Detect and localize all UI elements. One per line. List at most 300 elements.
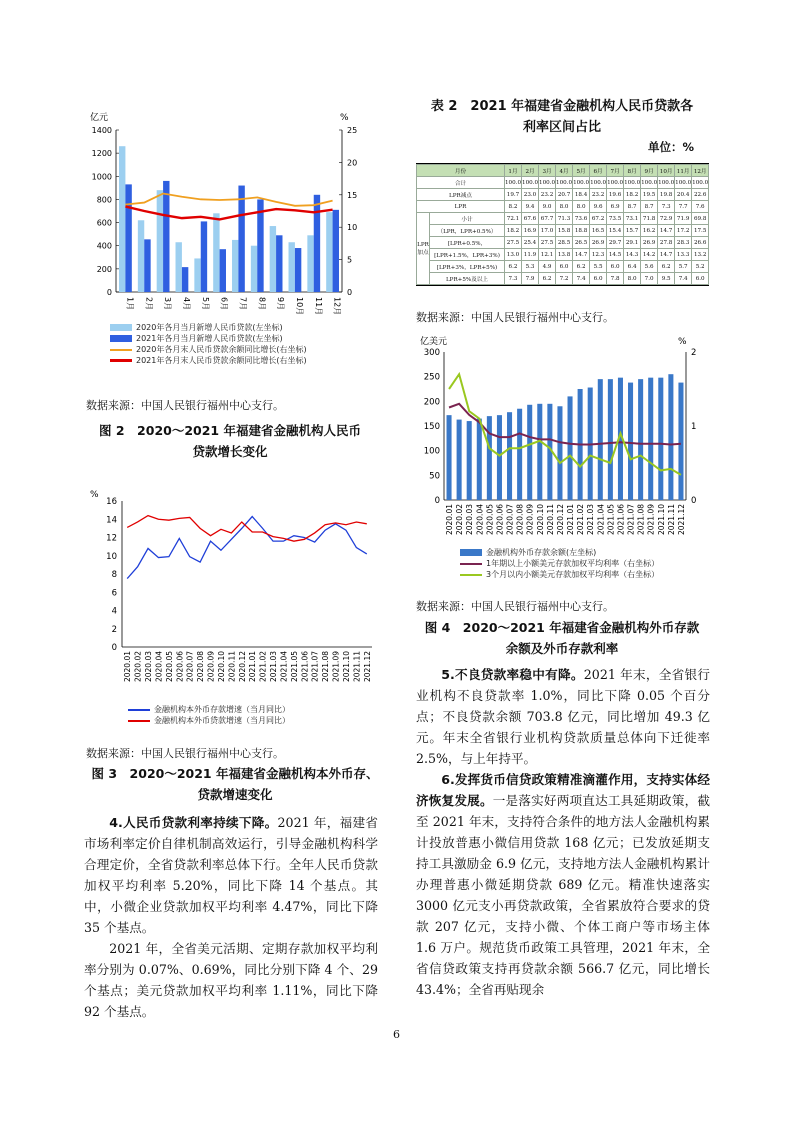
bar-fx-deposit xyxy=(537,404,542,500)
table-cell: 6.9 xyxy=(607,201,624,213)
table-header-row xyxy=(417,165,709,177)
legend-item: 2020年各月末人民币贷款余额同比增长(右坐标) xyxy=(110,344,307,355)
right-tick-label: 2 xyxy=(691,348,697,358)
left-tick-label: 800 xyxy=(96,195,112,205)
bar-2021 xyxy=(276,235,282,292)
table-row xyxy=(417,189,709,201)
x-tick-label: 2020.06 xyxy=(495,504,505,536)
table-cell: 11.9 xyxy=(522,249,539,261)
table-cell: 6.2 xyxy=(505,261,522,273)
x-tick-label: 2021.10 xyxy=(656,504,666,536)
left-tick-label: 200 xyxy=(96,264,112,274)
row-label: LPR xyxy=(417,201,505,213)
header-cell: 4月 xyxy=(556,165,573,177)
header-cell: 10月 xyxy=(658,165,675,177)
bar-fx-deposit xyxy=(477,419,482,500)
table-cell: 6.2 xyxy=(573,261,590,273)
table-cell: 26.9 xyxy=(641,237,658,249)
table-cell: 14.3 xyxy=(624,249,641,261)
table-cell: 7.0 xyxy=(641,273,658,285)
table-cell: 7.2 xyxy=(556,273,573,285)
bar-fx-deposit xyxy=(678,383,683,500)
line-2021-growth xyxy=(125,206,332,219)
table-cell: 4.9 xyxy=(539,261,556,273)
left-tick-label: 14 xyxy=(106,515,117,526)
table-cell: 71.8 xyxy=(641,213,658,225)
bar-fx-deposit xyxy=(638,379,643,500)
header-cell: 6月 xyxy=(590,165,607,177)
table-cell: 8.0 xyxy=(573,201,590,213)
table-cell: 9.6 xyxy=(590,201,607,213)
left-unit-label: 亿元 xyxy=(90,113,109,123)
bar-fx-deposit xyxy=(648,378,653,500)
table-cell: 13.2 xyxy=(692,249,709,261)
table-cell: 6.2 xyxy=(539,273,556,285)
table-row xyxy=(417,201,709,213)
section-4-paragraph-2: 2021 年，全省美元活期、定期存款加权平均利率分别为 0.07%、0.69%，同比分别下降 4 个、29 个基点；美元贷款加权平均利率 1.11%，同比下降 92 个基点。 xyxy=(84,941,378,1019)
bar-2020 xyxy=(157,190,163,292)
x-tick-label: 2021.06 xyxy=(616,504,626,536)
x-tick-label: 2021.10 xyxy=(341,651,351,683)
table-cell: 26.5 xyxy=(573,237,590,249)
table-cell: 29.1 xyxy=(624,237,641,249)
section-6-paragraph: 6.发挥货币信贷政策精准滴灌作用，支持实体经济恢复发展。一是落实好两项直达工具延期政策，截至 2021 年末，支持符合条件的地方法人金融机构累计投放普惠小微信用贷款 168 亿元；已发放延期支持工具激励金 6.9 亿元，支持地方法人金融机构累计办理普惠小微延期贷款 689 亿元。精准快速落实 3000 亿元支小再贷款政策，全省累放符合要求的贷款 207 亿元，支持小微、个体工商户等市场主体 1.6 万户。规范货币政策工具管理，2021 年末，全省信贷政策支持再贷款余额 566.7 亿元，同比增长 43.4%；全省再贴现余 xyxy=(416,772,711,997)
table-cell: 7.6 xyxy=(692,201,709,213)
x-tick-label: 2020.04 xyxy=(154,651,164,683)
bar-2020 xyxy=(289,242,295,292)
row-label: LPR减点 xyxy=(417,189,505,201)
bar-fx-deposit xyxy=(497,415,502,500)
bar-2021 xyxy=(182,267,188,292)
table-cell: 18.2 xyxy=(624,189,641,201)
legend-item: 1年期以上小额美元存款加权平均利率（右坐标） xyxy=(460,558,659,569)
chart-2 xyxy=(80,485,380,735)
x-tick-label: 2020.02 xyxy=(455,504,465,536)
x-tick-label: 2020.11 xyxy=(545,504,555,536)
row-label: [LPR+0.5%， xyxy=(430,237,505,249)
bar-fx-deposit xyxy=(517,409,522,500)
table-cell: 100.0 xyxy=(556,177,573,189)
header-cell: 2月 xyxy=(522,165,539,177)
table-row xyxy=(417,177,709,189)
table-cell: 7.7 xyxy=(675,201,692,213)
x-tick-label: 2021.02 xyxy=(576,504,586,536)
left-unit-label: 亿美元 xyxy=(420,337,448,347)
table-row xyxy=(417,213,709,225)
table-cell: 19.6 xyxy=(607,189,624,201)
x-tick-label: 2020.05 xyxy=(164,651,174,683)
table-cell: 5.3 xyxy=(522,261,539,273)
x-tick-label: 10月 xyxy=(294,297,304,316)
header-cell: 12月 xyxy=(692,165,709,177)
x-tick-label: 2021.01 xyxy=(248,651,258,683)
table-cell: 5.6 xyxy=(641,261,658,273)
x-tick-label: 2020.03 xyxy=(144,651,154,683)
bar-fx-deposit xyxy=(527,405,532,500)
bar-fx-deposit xyxy=(658,378,663,500)
x-tick-label: 2020.05 xyxy=(485,504,495,536)
table-cell: 100.0 xyxy=(658,177,675,189)
legend-item: 3个月以内小额美元存款加权平均利率（右坐标） xyxy=(460,569,659,580)
right-tick-label: 5 xyxy=(347,255,353,265)
table-cell: 100.0 xyxy=(539,177,556,189)
table-cell: 8.2 xyxy=(505,201,522,213)
right-tick-label: 0 xyxy=(347,288,353,297)
header-cell: 1月 xyxy=(505,165,522,177)
bar-2020 xyxy=(307,235,313,292)
chart-4-legend xyxy=(460,547,659,580)
line-1y-rate xyxy=(449,404,681,445)
table-cell: 16.5 xyxy=(590,225,607,237)
header-cell: 11月 xyxy=(675,165,692,177)
table-cell: 100.0 xyxy=(624,177,641,189)
left-tick-label: 8 xyxy=(111,570,117,580)
legend-item: 2021年各月当月新增人民币贷款(左坐标) xyxy=(110,333,307,344)
bar-fx-deposit xyxy=(628,383,633,500)
left-tick-label: 6 xyxy=(111,588,117,599)
header-cell: 9月 xyxy=(641,165,658,177)
table-cell: 27.8 xyxy=(658,237,675,249)
table-cell: 27.5 xyxy=(505,237,522,249)
x-tick-label: 2021.06 xyxy=(300,651,310,683)
x-tick-label: 2021.07 xyxy=(310,651,320,683)
bar-fx-deposit xyxy=(568,396,573,500)
table-cell: 8.7 xyxy=(624,201,641,213)
table-cell: 15.7 xyxy=(624,225,641,237)
legend-item: 金融机构本外币存款增速（当月同比） xyxy=(128,704,290,715)
x-tick-label: 2021.05 xyxy=(289,651,299,683)
header-cell: 5月 xyxy=(573,165,590,177)
x-tick-label: 2020.03 xyxy=(465,504,475,536)
bar-2021 xyxy=(125,184,131,292)
bar-2021 xyxy=(295,248,301,292)
bar-fx-deposit xyxy=(457,420,462,500)
x-tick-label: 2020.01 xyxy=(445,504,455,536)
legend-item: 金融机构本外币贷款增速（当月同比） xyxy=(128,715,290,726)
table-cell: 28.5 xyxy=(556,237,573,249)
bar-fx-deposit xyxy=(598,379,603,500)
table-row xyxy=(417,225,709,237)
table-cell: 15.4 xyxy=(607,225,624,237)
chart-4-source: 数据来源：中国人民银行福州中心支行。 xyxy=(416,600,614,613)
chart-4 xyxy=(410,330,710,590)
right-tick-label: 20 xyxy=(347,158,358,168)
chart-2-source: 数据来源：中国人民银行福州中心支行。 xyxy=(86,747,284,760)
table-cell: 27.5 xyxy=(539,237,556,249)
x-tick-label: 4月 xyxy=(181,297,191,311)
x-tick-label: 2020.08 xyxy=(515,504,525,536)
x-tick-label: 2021.01 xyxy=(566,504,576,536)
table-cell: 71.9 xyxy=(675,213,692,225)
section-5-paragraph: 5.不良贷款率稳中有降。2021 年末，全省银行业机构不良贷款率 1.0%，同比下降 0.05 个百分点；不良贷款余额 703.8 亿元，同比增加 49.3 亿元。年末全省银行业机构贷款质量总体向下迁徙率 2.5%，与上年持平。 xyxy=(416,667,710,766)
table-cell: 8.0 xyxy=(556,201,573,213)
page-number: 6 xyxy=(393,1028,400,1041)
x-tick-label: 2021.12 xyxy=(362,651,372,683)
table-cell: 100.0 xyxy=(505,177,522,189)
x-tick-label: 3月 xyxy=(163,297,173,311)
x-tick-label: 2020.11 xyxy=(227,651,237,683)
x-tick-label: 2021.07 xyxy=(626,504,636,536)
table-cell: 13.0 xyxy=(505,249,522,261)
table-cell: 7.4 xyxy=(573,273,590,285)
x-tick-label: 2021.04 xyxy=(596,504,606,536)
table-row xyxy=(417,237,709,249)
table-cell: 72.9 xyxy=(658,213,675,225)
x-tick-label: 2月 xyxy=(144,297,154,311)
bar-2021 xyxy=(144,239,150,292)
x-tick-label: 2021.02 xyxy=(258,651,268,683)
left-tick-label: 0 xyxy=(434,496,440,506)
right-unit-label: % xyxy=(678,337,687,347)
x-tick-label: 2021.04 xyxy=(279,651,289,683)
table-cell: 18.8 xyxy=(573,225,590,237)
chart-2-svg xyxy=(80,485,380,705)
x-tick-label: 7月 xyxy=(238,297,248,311)
x-tick-label: 6月 xyxy=(219,297,229,311)
bar-fx-deposit xyxy=(507,412,512,500)
figure-2-caption: 图 2 2020～2021 年福建省金融机构人民币 贷款增长变化 xyxy=(99,423,361,459)
line-loan-growth xyxy=(127,516,367,542)
table-cell: 22.6 xyxy=(692,189,709,201)
left-tick-label: 50 xyxy=(429,471,440,482)
bar-fx-deposit xyxy=(447,415,452,500)
left-tick-label: 1000 xyxy=(91,172,112,182)
header-cell: 3月 xyxy=(539,165,556,177)
chart-2-legend xyxy=(128,704,290,726)
table-cell: 100.0 xyxy=(522,177,539,189)
table-cell: 6.0 xyxy=(590,273,607,285)
bar-fx-deposit xyxy=(668,374,673,500)
legend-item: 2020年各月当月新增人民币贷款(左坐标) xyxy=(110,322,307,333)
figure-3-caption: 图 3 2020～2021 年福建省金融机构本外币存、 贷款增速变化 xyxy=(91,766,379,802)
x-tick-label: 2021.03 xyxy=(269,651,279,683)
table-cell: 16.9 xyxy=(522,225,539,237)
bar-2020 xyxy=(251,246,257,292)
left-tick-label: 2 xyxy=(111,624,117,635)
x-tick-label: 2021.05 xyxy=(606,504,616,536)
table-cell: 17.2 xyxy=(675,225,692,237)
table-cell: 67.6 xyxy=(522,213,539,225)
table-cell: 16.2 xyxy=(641,225,658,237)
table-cell: 25.4 xyxy=(522,237,539,249)
bar-2020 xyxy=(326,212,332,292)
legend-item: 2021年各月末人民币贷款余额同比增长(右坐标) xyxy=(110,355,307,366)
table-cell: 9.4 xyxy=(522,201,539,213)
left-tick-label: 100 xyxy=(423,446,440,457)
table-cell: 12.3 xyxy=(590,249,607,261)
figure-4-caption: 图 4 2020～2021 年福建省金融机构外币存款 余额及外币存款利率 xyxy=(424,620,700,656)
bar-fx-deposit xyxy=(487,416,492,500)
table-cell: 71.3 xyxy=(556,213,573,225)
table-2-unit: 单位：% xyxy=(648,140,695,154)
table-row xyxy=(417,273,709,285)
table-cell: 100.0 xyxy=(641,177,658,189)
table-cell: 14.5 xyxy=(607,249,624,261)
row-label: [LPR+3%，LPR+5%) xyxy=(430,261,505,273)
table-cell: 12.1 xyxy=(539,249,556,261)
x-tick-label: 2021.08 xyxy=(321,651,331,683)
x-tick-label: 2021.11 xyxy=(666,504,676,536)
table-2-title: 表 2 2021 年福建省金融机构人民币贷款各 利率区间占比 xyxy=(430,99,694,135)
left-tick-label: 0 xyxy=(106,288,112,297)
group-label: LPR加点 xyxy=(417,213,430,285)
table-cell: 6.2 xyxy=(658,261,675,273)
chart-4-svg xyxy=(410,330,710,545)
x-tick-label: 11月 xyxy=(313,297,323,316)
x-tick-label: 2020.10 xyxy=(535,504,545,536)
x-tick-label: 2020.04 xyxy=(475,504,485,536)
table-cell: 9.0 xyxy=(539,201,556,213)
table-cell: 26.9 xyxy=(590,237,607,249)
x-tick-label: 2021.09 xyxy=(646,504,656,536)
bar-fx-deposit xyxy=(467,421,472,500)
table-cell: 14.2 xyxy=(641,249,658,261)
x-tick-label: 2021.08 xyxy=(636,504,646,536)
x-tick-label: 2020.08 xyxy=(196,651,206,683)
right-tick-label: 1 xyxy=(691,422,697,432)
x-tick-label: 9月 xyxy=(276,297,286,311)
table-cell: 13.3 xyxy=(675,249,692,261)
right-tick-label: 0 xyxy=(691,496,697,506)
bar-2021 xyxy=(220,249,226,292)
header-cell: 7月 xyxy=(607,165,624,177)
x-tick-label: 2021.03 xyxy=(586,504,596,536)
x-tick-label: 2020.01 xyxy=(123,651,133,683)
table-cell: 6.4 xyxy=(624,261,641,273)
table-cell: 100.0 xyxy=(692,177,709,189)
x-tick-label: 2021.09 xyxy=(331,651,341,683)
table-cell: 67.2 xyxy=(590,213,607,225)
x-tick-label: 2020.07 xyxy=(505,504,515,536)
left-tick-label: 4 xyxy=(111,606,117,617)
table-cell: 18.2 xyxy=(505,225,522,237)
right-unit-label: % xyxy=(340,113,349,123)
bar-2021 xyxy=(314,195,320,292)
left-tick-label: 12 xyxy=(106,533,117,544)
left-tick-label: 250 xyxy=(423,372,440,383)
x-tick-label: 2021.12 xyxy=(676,504,686,536)
table-cell: 19.8 xyxy=(658,189,675,201)
right-tick-label: 15 xyxy=(347,190,358,200)
x-tick-label: 5月 xyxy=(200,297,210,311)
x-tick-label: 2020.09 xyxy=(206,651,216,683)
chart-1-legend xyxy=(110,322,307,366)
row-label: 合计 xyxy=(417,177,505,189)
table-cell: 73.5 xyxy=(607,213,624,225)
left-tick-label: 16 xyxy=(106,497,117,507)
sections-5-6-text xyxy=(416,664,710,1000)
row-label: （LPR，LPR+0.5%） xyxy=(430,225,505,237)
table-cell: 9.5 xyxy=(658,273,675,285)
table-cell: 17.5 xyxy=(692,225,709,237)
bar-2021 xyxy=(238,186,244,292)
table-row xyxy=(417,261,709,273)
header-cell: 8月 xyxy=(624,165,641,177)
table-cell: 100.0 xyxy=(590,177,607,189)
table-cell: 29.7 xyxy=(607,237,624,249)
legend-item: 金融机构外币存款余额(左坐标) xyxy=(460,547,659,558)
table-cell: 7.3 xyxy=(505,273,522,285)
left-tick-label: 0 xyxy=(111,643,117,653)
line-2020-growth xyxy=(125,194,332,206)
table-cell: 23.2 xyxy=(590,189,607,201)
bar-2020 xyxy=(194,258,200,292)
left-tick-label: 400 xyxy=(96,241,112,251)
table-cell: 13.8 xyxy=(556,249,573,261)
table-cell: 15.8 xyxy=(556,225,573,237)
left-tick-label: 200 xyxy=(423,397,440,408)
bar-2021 xyxy=(163,181,169,292)
bar-2020 xyxy=(138,220,144,292)
row-label: LPR+5%及以上 xyxy=(430,273,505,285)
table-cell: 7.9 xyxy=(522,273,539,285)
table-cell: 19.5 xyxy=(641,189,658,201)
section-4-paragraph-1: 4.人民币贷款利率持续下降。2021 年，福建省市场利率定价自律机制高效运行，引导金融机构科学合理定价，全省贷款利率总体下行。全年人民币贷款加权平均利率 5.20%，同比下降 14 个基点。其中，小微企业贷款加权平均利率 4.47%，同比下降 35 个基点。 xyxy=(84,815,378,935)
table-cell: 8.0 xyxy=(624,273,641,285)
x-tick-label: 2020.10 xyxy=(216,651,226,683)
table-cell: 100.0 xyxy=(607,177,624,189)
table-cell: 73.6 xyxy=(573,213,590,225)
table-row xyxy=(417,249,709,261)
row-label: 小计 xyxy=(430,213,505,225)
left-tick-label: 150 xyxy=(423,422,440,432)
table-2 xyxy=(416,163,709,286)
table-cell: 67.7 xyxy=(539,213,556,225)
x-tick-label: 2020.02 xyxy=(133,651,143,683)
table-cell: 23.0 xyxy=(522,189,539,201)
x-tick-label: 2020.12 xyxy=(237,651,247,683)
bar-2020 xyxy=(232,240,238,292)
x-tick-label: 1月 xyxy=(125,297,135,311)
table-cell: 72.1 xyxy=(505,213,522,225)
table-cell: 8.7 xyxy=(641,201,658,213)
right-tick-label: 25 xyxy=(347,126,358,135)
table-cell: 6.0 xyxy=(607,261,624,273)
header-cell: 月份 xyxy=(417,165,505,177)
bar-2020 xyxy=(270,226,276,292)
left-tick-label: 600 xyxy=(96,218,112,228)
chart-1-source: 数据来源：中国人民银行福州中心支行。 xyxy=(86,399,284,412)
table-2-source: 数据来源：中国人民银行福州中心支行。 xyxy=(416,311,614,324)
chart-1-svg xyxy=(80,100,380,330)
table-cell: 7.8 xyxy=(607,273,624,285)
x-tick-label: 2020.12 xyxy=(555,504,565,536)
bar-2021 xyxy=(201,221,207,292)
table-cell: 20.7 xyxy=(556,189,573,201)
table-cell: 23.2 xyxy=(539,189,556,201)
table-cell: 6.0 xyxy=(556,261,573,273)
x-tick-label: 2020.09 xyxy=(525,504,535,536)
table-cell: 28.3 xyxy=(675,237,692,249)
bar-2020 xyxy=(176,242,182,292)
table-cell: 7.3 xyxy=(658,201,675,213)
table-cell: 73.1 xyxy=(624,213,641,225)
table-cell: 14.7 xyxy=(658,249,675,261)
x-tick-label: 2020.06 xyxy=(175,651,185,683)
bar-fx-deposit xyxy=(557,406,562,500)
x-tick-label: 2021.11 xyxy=(352,651,362,683)
x-tick-label: 8月 xyxy=(257,297,267,311)
table-cell: 5.5 xyxy=(590,261,607,273)
bar-2020 xyxy=(213,213,219,292)
bar-2020 xyxy=(119,146,125,292)
line-3m-rate xyxy=(449,374,681,475)
table-cell: 17.0 xyxy=(539,225,556,237)
table-cell: 14.7 xyxy=(658,225,675,237)
table-cell: 69.8 xyxy=(692,213,709,225)
table-cell: 100.0 xyxy=(675,177,692,189)
left-tick-label: 1200 xyxy=(91,149,112,159)
